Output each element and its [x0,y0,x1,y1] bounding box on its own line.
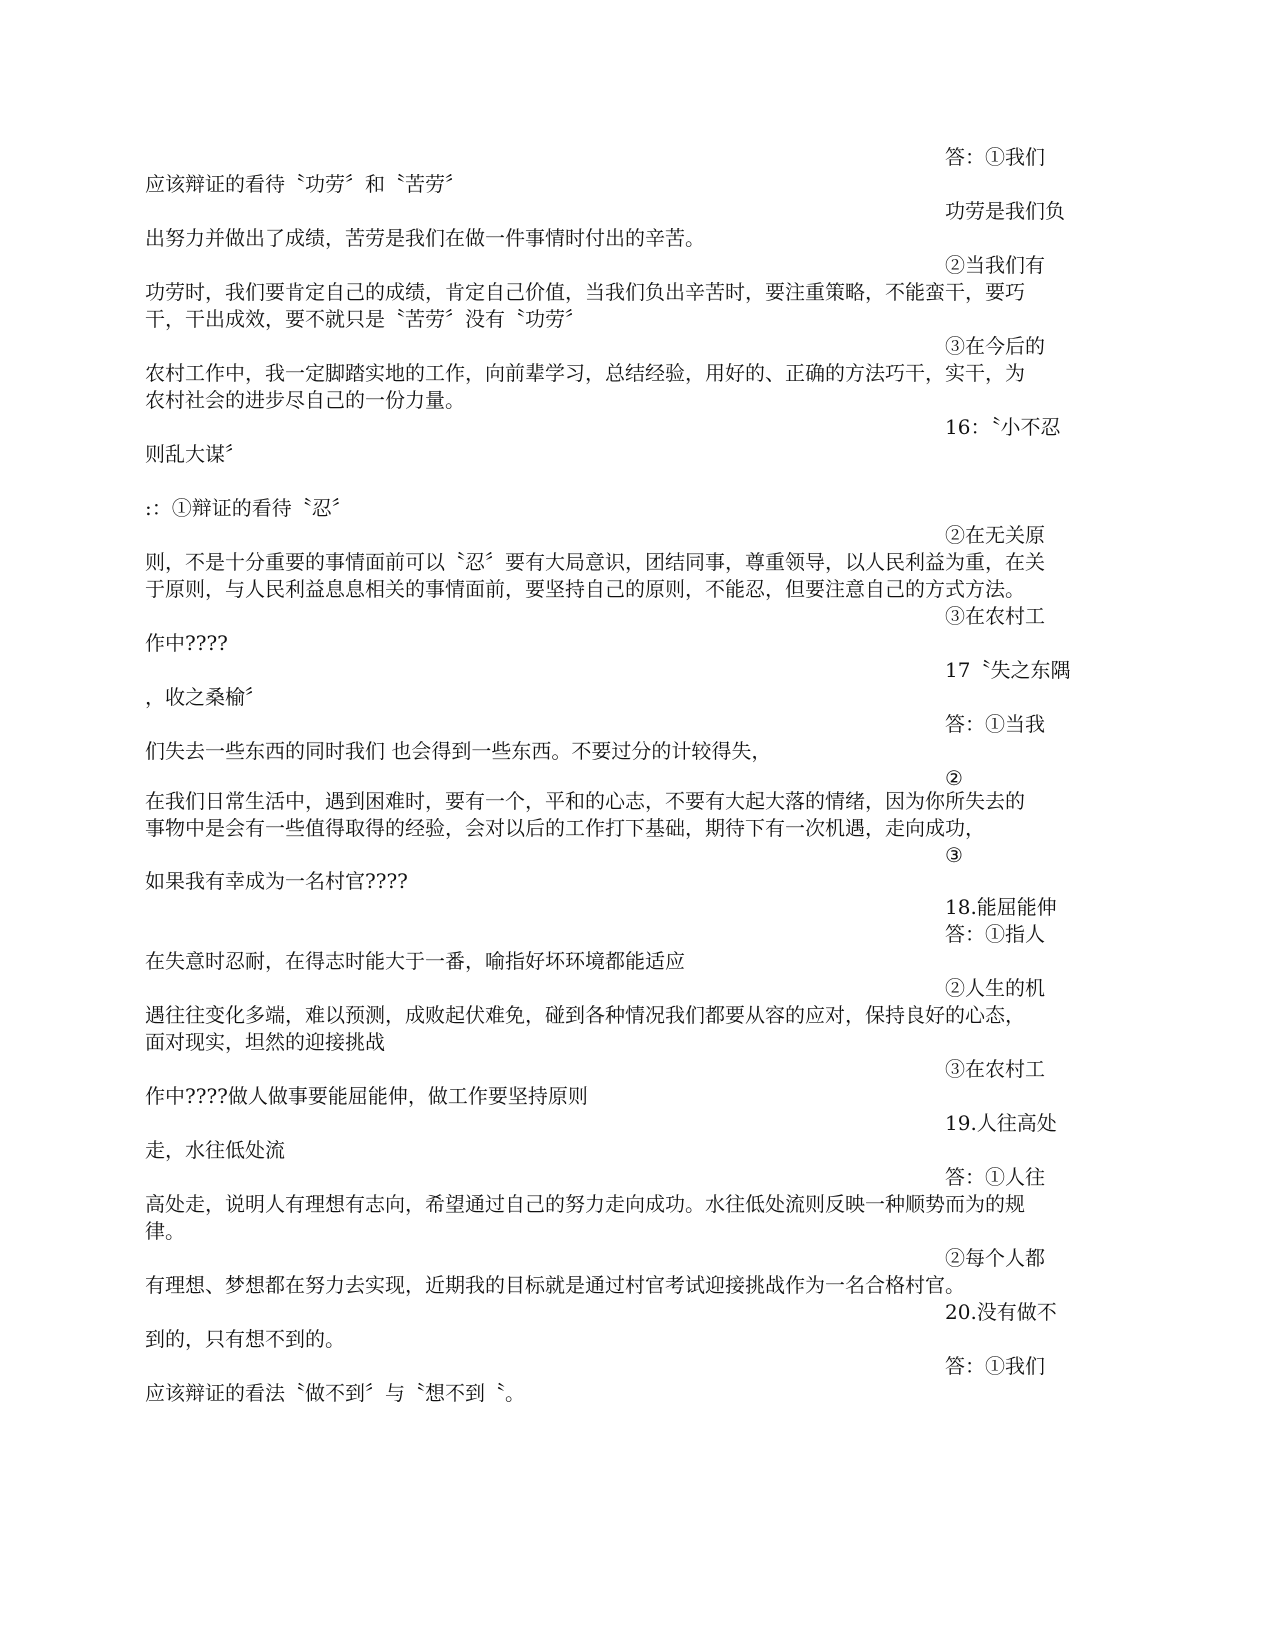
text-line: 遇往往变化多端，难以预测，成败起伏难免，碰到各种情况我们都要从容的应对，保持良好的心态， [145,1003,1025,1027]
text-line: ② [945,766,963,790]
text-line: ③在农村工 [945,604,1045,628]
text-line: 出努力并做出了成绩，苦劳是我们在做一件事情时付出的辛苦。 [145,226,705,250]
text-line: 在失意时忍耐，在得志时能大于一番，喻指好坏环境都能适应 [145,949,685,973]
text-line: 则，不是十分重要的事情面前可以〝忍〞要有大局意识，团结同事，尊重领导，以人民利益为重，在关 [145,550,1045,574]
text-line: 则乱大谋〞 [145,442,245,466]
text-line: 面对现实，坦然的迎接挑战 [145,1030,385,1054]
text-line: 20.没有做不 [945,1300,1057,1324]
text-line: 18.能屈能伸 [945,895,1057,919]
text-line: 们失去一些东西的同时我们 也会得到一些东西。不要过分的计较得失， [145,739,772,763]
text-line: ③ [945,843,963,867]
text-line: 律。 [145,1219,185,1243]
text-line: 于原则，与人民利益息息相关的事情面前，要坚持自己的原则，不能忍，但要注意自己的方式方法。 [145,577,1025,601]
text-line: 答：①人往 [945,1165,1045,1189]
text-line: 在我们日常生活中，遇到困难时，要有一个，平和的心志，不要有大起大落的情绪，因为你所失去的 [145,789,1025,813]
text-line: 应该辩证的看法〝做不到〞与〝想不到〝。 [145,1381,525,1405]
text-line: 功劳时，我们要肯定自己的成绩，肯定自己价值，当我们负出辛苦时，要注重策略，不能蛮干，要巧 [145,280,1025,304]
text-line: 应该辩证的看待〝功劳〞和〝苦劳〞 [145,172,465,196]
text-line: 答：①我们 [945,145,1045,169]
text-line: 干，干出成效，要不就只是〝苦劳〞没有〝功劳〞 [145,307,585,331]
text-line: 走，水往低处流 [145,1138,285,1162]
text-line: 答：①指人 [945,922,1045,946]
text-line: 答：①我们 [945,1354,1045,1378]
text-line: 19.人往高处 [945,1111,1057,1135]
text-line: ③在农村工 [945,1057,1045,1081]
text-line: 到的，只有想不到的。 [145,1327,345,1351]
text-line: ②每个人都 [945,1246,1045,1270]
text-line: 有理想、梦想都在努力去实现，近期我的目标就是通过村官考试迎接挑战作为一名合格村官。 [145,1273,965,1297]
text-line: ②在无关原 [945,523,1045,547]
text-line: ③在今后的 [945,334,1045,358]
text-line: 作中????做人做事要能屈能伸，做工作要坚持原则 [145,1084,588,1108]
text-line: 农村社会的进步尽自己的一份力量。 [145,388,465,412]
text-line: 如果我有幸成为一名村官???? [145,869,408,893]
text-line: 答：①当我 [945,712,1045,736]
text-line: 高处走，说明人有理想有志向，希望通过自己的努力走向成功。水往低处流则反映一种顺势而为的规 [145,1192,1025,1216]
text-line: 作中???? [145,631,228,655]
text-line: ②人生的机 [945,976,1045,1000]
text-line: 功劳是我们负 [945,199,1065,223]
text-line: :：①辩证的看待〝忍〞 [145,496,352,520]
text-line: 17〝失之东隅 [945,658,1071,682]
text-line: 16：〝小不忍 [945,415,1061,439]
text-line: ，收之桑榆〞 [145,685,265,709]
text-line: 农村工作中，我一定脚踏实地的工作，向前辈学习，总结经验，用好的、正确的方法巧干，实干，为 [145,361,1025,385]
text-line: ②当我们有 [945,253,1045,277]
text-line: 事物中是会有一些值得取得的经验，会对以后的工作打下基础，期待下有一次机遇，走向成功， [145,816,985,840]
